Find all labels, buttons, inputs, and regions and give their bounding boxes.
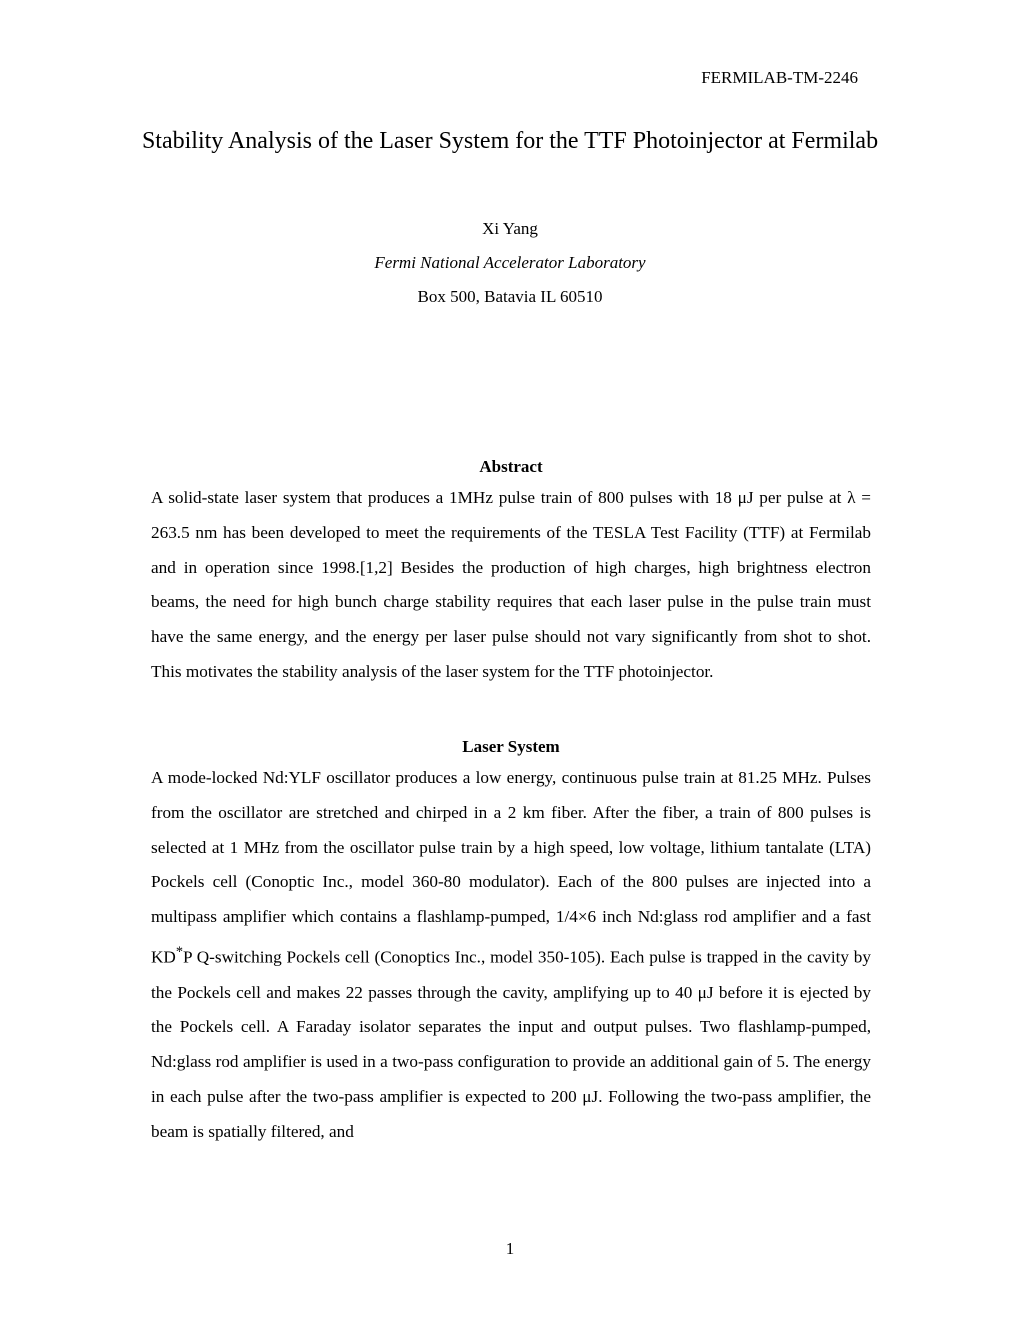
author-block [0,212,1020,314]
author-name: Xi Yang [482,219,538,238]
abstract-section [151,453,871,690]
abstract-heading: Abstract [479,457,543,476]
superscript-asterisk: * [175,943,183,960]
laser-system-heading: Laser System [462,737,560,756]
paper-title: Stability Analysis of the Laser System for the TTF Photoinjector at Fermilab [141,128,879,154]
report-number: FERMILAB-TM-2246 [701,68,858,87]
author-affiliation: Fermi National Accelerator Laboratory [374,253,646,272]
laser-text-part-1: A mode-locked Nd:YLF oscillator produces a low energy, continuous pulse train at 81.25 MHz. Pulses from the oscillator are stretched and chirped in a 2 km fiber. After the fiber, a train of 800 pulses is selected at 1 MHz from the oscillator pulse train by a high speed, low voltage, lithium tantalate (LTA) Pockels cell (Conoptic Inc., model 360-80 modulator). Each of the 800 pulses are injected into a multipass amplifier which contains a flashlamp-pumped, 1/4×6 inch Nd:glass rod amplifier and a fast KD [151,768,871,967]
laser-system-text [151,761,871,1150]
laser-text-part-2: P Q-switching Pockels cell (Conoptics Inc., model 350-105). Each pulse is trapped in the cavity by the Pockels cell and makes 22 passes through the cavity, amplifying up to 40 μJ before it is ejected by the Pockels cell. A Faraday isolator separates the input and output pulses. Two flashlamp-pumped, Nd:glass rod amplifier is used in a two-pass configuration to provide an additional gain of 5. The energy in each pulse after the two-pass amplifier is expected to 200 μJ. Following the two-pass amplifier, the beam is spatially filtered, and [151,947,871,1141]
author-address: Box 500, Batavia IL 60510 [417,287,603,306]
abstract-text: A solid-state laser system that produces a 1MHz pulse train of 800 pulses with 18 μJ per pulse at λ = 263.5 nm has been developed to meet the requirements of the TESLA Test Facility (TTF) at Fermilab and in operation since 1998.[1,2] Besides the production of high charges, high brightness electron beams, the need for high bunch charge stability requires that each laser pulse in the pulse train must have the same energy, and the energy per laser pulse should not vary significantly from shot to shot. This motivates the stability analysis of the laser system for the TTF photoinjector. [151,488,871,681]
laser-system-section [151,733,871,1150]
page-number: 1 [505,1239,515,1258]
